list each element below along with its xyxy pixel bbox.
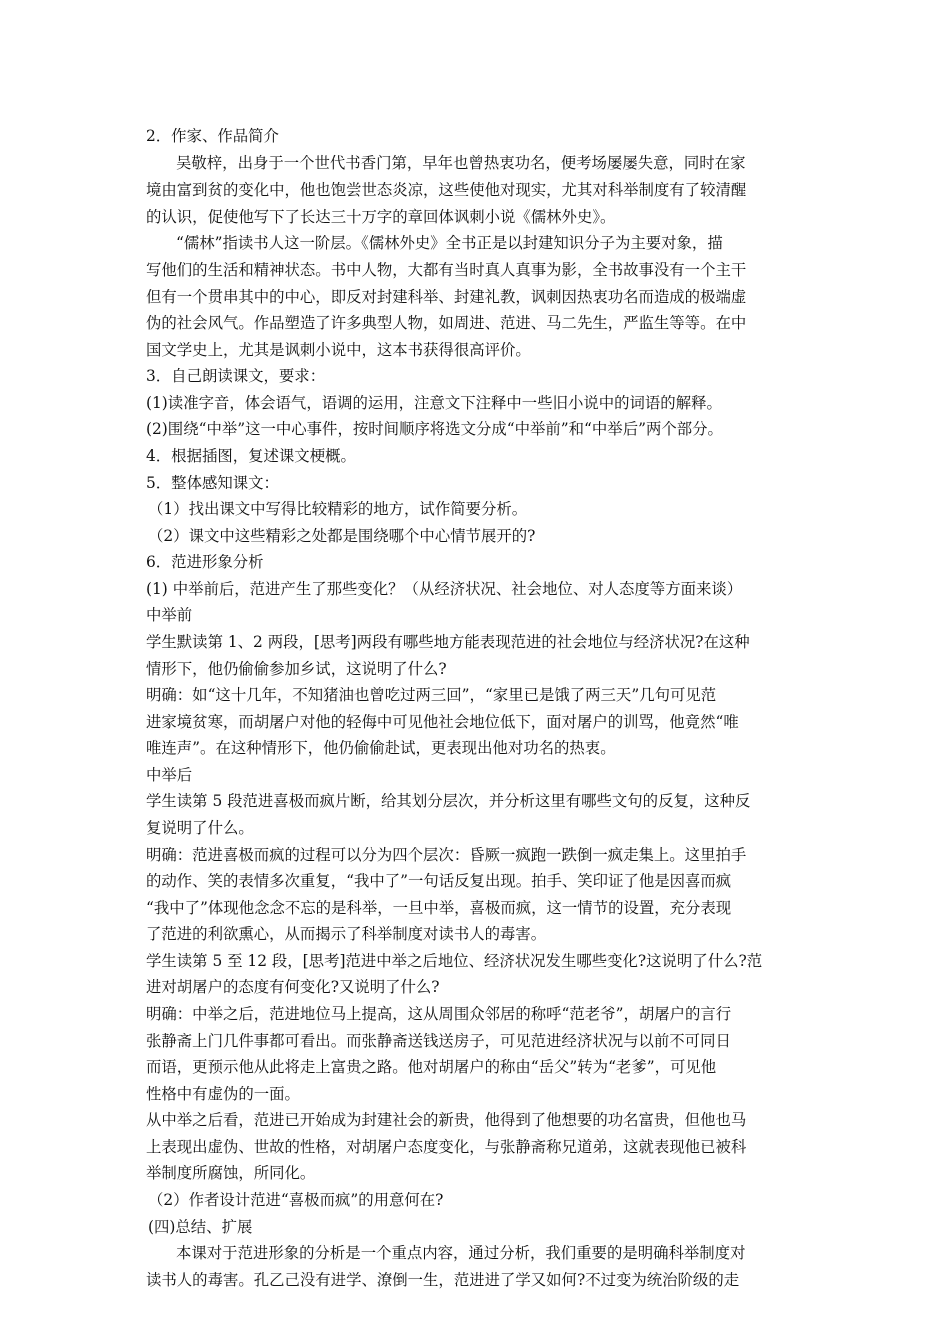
paragraph-line: 明确：中举之后，范进地位马上提高，这从周围众邻居的称呼“范老爷”，胡屠户的言行 bbox=[146, 1005, 732, 1023]
paragraph-line: 进家境贫寒，而胡屠户对他的轻侮中可见他社会地位低下，面对屠户的训骂，他竟然“唯 bbox=[146, 713, 739, 731]
paragraph-line: 明确：如“这十几年，不知猪油也曾吃过两三回”，“家里已是饿了两三天”几句可见范 bbox=[146, 686, 717, 704]
paragraph-line: 读书人的毒害。孔乙己没有进学、潦倒一生，范进进了学又如何?不过变为统治阶级的走 bbox=[146, 1271, 740, 1289]
section-heading-author-intro: 2．作家、作品简介 bbox=[146, 127, 279, 145]
paragraph-line: 性格中有虚伪的一面。 bbox=[146, 1085, 300, 1103]
paragraph-line: 吴敬梓，出身于一个世代书香门第，早年也曾热衷功名，便考场屡屡失意，同时在家 bbox=[176, 154, 746, 172]
list-item: (1)读准字音，体会语气，语调的运用，注意文下注释中一些旧小说中的词语的解释。 bbox=[146, 394, 722, 412]
paragraph-line: 进对胡屠户的态度有何变化?又说明了什么? bbox=[146, 978, 440, 996]
paragraph-line: 了范进的利欲熏心，从而揭示了科举制度对读书人的毒害。 bbox=[146, 925, 547, 943]
paragraph-line: 张静斋上门几件事都可看出。而张静斋送钱送房子，可见范进经济状况与以前不可同日 bbox=[146, 1032, 731, 1050]
paragraph-line: 复说明了什么。 bbox=[146, 819, 254, 837]
subheading-before: 中举前 bbox=[146, 606, 193, 624]
paragraph-line: 写他们的生活和精神状态。书中人物，大都有当时真人真事为影，全书故事没有一个主干 bbox=[146, 261, 747, 279]
section-heading-overview: 5．整体感知课文： bbox=[146, 474, 279, 492]
subheading-after: 中举后 bbox=[146, 766, 193, 784]
paragraph-line: 情形下，他仍偷偷参加乡试，这说明了什么? bbox=[146, 660, 447, 678]
paragraph-line: 从中举之后看，范进已开始成为封建社会的新贵，他得到了他想要的功名富贵，但他也马 bbox=[146, 1111, 747, 1129]
paragraph-line: 伪的社会风气。作品塑造了许多典型人物，如周进、范进、马二先生，严监生等等。在中 bbox=[146, 314, 747, 332]
paragraph-line: 学生读第 5 至 12 段，[思考]范进中举之后地位、经济状况发生哪些变化?这说明了什么?范 bbox=[146, 952, 763, 970]
list-item: (1) 中举前后，范进产生了那些变化？（从经济状况、社会地位、对人态度等方面来谈） bbox=[146, 580, 743, 598]
paragraph-line: 上表现出虚伪、世故的性格，对胡屠户态度变化，与张静斋称兄道弟，这就表现他已被科 bbox=[146, 1138, 747, 1156]
paragraph-line: 明确：范进喜极而疯的过程可以分为四个层次：昏厥一疯跑一跌倒一疯走集上。这里拍手 bbox=[146, 846, 747, 864]
paragraph-line: 学生默读第 1、2 两段，[思考]两段有哪些地方能表现范进的社会地位与经济状况?在这种 bbox=[146, 633, 750, 651]
list-item: （1）找出课文中写得比较精彩的地方，试作简要分析。 bbox=[148, 500, 528, 518]
paragraph-line: 学生读第 5 段范进喜极而疯片断，给其划分层次，并分析这里有哪些文句的反复，这种反 bbox=[146, 792, 751, 810]
paragraph-line: 唯连声”。在这种情形下，他仍偷偷赴试，更表现出他对功名的热衷。 bbox=[146, 739, 616, 757]
section-heading-retell: 4．根据插图，复述课文梗概。 bbox=[146, 447, 356, 465]
section-heading-summary: (四)总结、扩展 bbox=[148, 1218, 253, 1236]
paragraph-line: “儒林”指读书人这一阶层。《儒林外史》全书正是以封建知识分子为主要对象，描 bbox=[176, 234, 723, 252]
paragraph-line: 但有一个贯串其中的中心，即反对封建科举、封建礼教，讽刺因热衷功名而造成的极端虚 bbox=[146, 288, 747, 306]
section-heading-character: 6．范进形象分析 bbox=[146, 553, 264, 571]
paragraph-line: 的认识，促使他写下了长达三十万字的章回体讽刺小说《儒林外史》。 bbox=[146, 208, 616, 226]
section-heading-reading: 3．自己朗读课文，要求： bbox=[146, 367, 326, 385]
paragraph-line: 境由富到贫的变化中，他也饱尝世态炎凉，这些使他对现实，尤其对科举制度有了较清醒 bbox=[146, 181, 747, 199]
paragraph-line: 的动作、笑的表情多次重复，“我中了”一句话反复出现。拍手、笑印证了他是因喜而疯 bbox=[146, 872, 732, 890]
list-item: (2)围绕“中举”这一中心事件，按时间顺序将选文分成“中举前”和“中举后”两个部分。 bbox=[146, 420, 723, 438]
list-item: （2）作者设计范进“喜极而疯”的用意何在? bbox=[148, 1191, 444, 1209]
paragraph-line: 而语，更预示他从此将走上富贵之路。他对胡屠户的称由“岳父”转为“老爹”，可见他 bbox=[146, 1058, 717, 1076]
list-item: （2）课文中这些精彩之处都是围绕哪个中心情节展开的? bbox=[148, 527, 536, 545]
paragraph-line: 本课对于范进形象的分析是一个重点内容，通过分析，我们重要的是明确科举制度对 bbox=[176, 1244, 746, 1262]
paragraph-line: 举制度所腐蚀，所同化。 bbox=[146, 1164, 316, 1182]
paragraph-line: “我中了”体现他念念不忘的是科举，一旦中举，喜极而疯，这一情节的设置，充分表现 bbox=[146, 899, 732, 917]
paragraph-line: 国文学史上，尤其是讽刺小说中，这本书获得很高评价。 bbox=[146, 341, 531, 359]
